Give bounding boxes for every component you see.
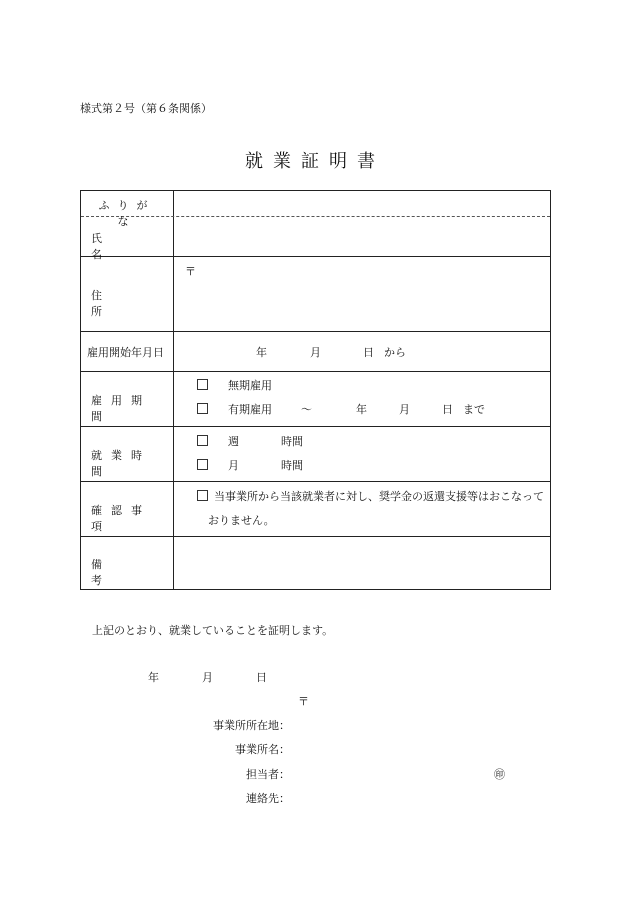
date-year: 年 bbox=[148, 671, 159, 684]
start-year: 年 bbox=[256, 346, 267, 359]
contact-label: 連絡先： bbox=[246, 792, 290, 805]
weekly-hours-checkbox[interactable] bbox=[197, 435, 208, 446]
row-divider bbox=[81, 481, 550, 482]
confirmation-checkbox[interactable] bbox=[197, 490, 208, 501]
weekly-hours-option[interactable] bbox=[197, 433, 239, 449]
confirmation-text-line2: おりません。 bbox=[208, 514, 275, 527]
indefinite-label: 無期雇用 bbox=[228, 379, 272, 392]
employment-period-label: 雇用期間 bbox=[91, 394, 151, 423]
period-suffix: まで bbox=[463, 403, 485, 416]
business-name-label: 事業所名： bbox=[235, 743, 290, 756]
indefinite-option[interactable] bbox=[197, 377, 272, 393]
business-address-label: 事業所所在地： bbox=[213, 719, 290, 732]
weekly-hours-unit: 時間 bbox=[281, 435, 303, 448]
date-day: 日 bbox=[256, 671, 267, 684]
certificate-table bbox=[80, 190, 551, 590]
name-label: 氏名 bbox=[91, 232, 154, 261]
address-label: 住所 bbox=[91, 289, 154, 318]
working-hours-label: 就業時間 bbox=[91, 449, 151, 478]
row-divider bbox=[81, 426, 550, 427]
monthly-hours-checkbox[interactable] bbox=[197, 459, 208, 470]
monthly-hours-option[interactable] bbox=[197, 457, 239, 473]
seal-mark: ㊞ bbox=[494, 768, 505, 781]
confirmation-label: 確認事項 bbox=[91, 504, 151, 533]
certification-statement: 上記のとおり、就業していることを証明します。 bbox=[92, 624, 334, 637]
monthly-hours-unit: 時間 bbox=[281, 459, 303, 472]
person-in-charge-label: 担当者： bbox=[246, 768, 290, 781]
document-title: 就業証明書 bbox=[245, 151, 385, 172]
start-month: 月 bbox=[310, 346, 321, 359]
fixed-term-option[interactable] bbox=[197, 401, 272, 417]
weekly-label: 週 bbox=[228, 435, 239, 448]
row-divider bbox=[81, 331, 550, 332]
company-postal-mark: 〒 bbox=[298, 695, 309, 708]
start-day: 日 bbox=[363, 346, 374, 359]
form-number: 様式第２号（第６条関係） bbox=[80, 102, 212, 115]
fixed-term-checkbox[interactable] bbox=[197, 403, 208, 414]
fixed-term-label: 有期雇用 bbox=[228, 403, 272, 416]
remarks-label: 備考 bbox=[91, 558, 154, 587]
period-day: 日 bbox=[442, 403, 453, 416]
row-divider bbox=[81, 371, 550, 372]
period-month: 月 bbox=[399, 403, 410, 416]
table-column-divider bbox=[173, 191, 174, 589]
period-tilde: 〜 bbox=[301, 403, 312, 416]
start-suffix: から bbox=[384, 346, 406, 359]
employment-start-label: 雇用開始年月日 bbox=[87, 346, 164, 359]
monthly-label: 月 bbox=[228, 459, 239, 472]
confirmation-text-line1: 当事業所から当該就業者に対し、奨学金の返還支援等はおこなって bbox=[214, 490, 544, 503]
period-year: 年 bbox=[356, 403, 367, 416]
furigana-label: ふりがな bbox=[98, 199, 156, 228]
row-divider bbox=[81, 536, 550, 537]
address-postal-mark: 〒 bbox=[185, 265, 196, 278]
indefinite-checkbox[interactable] bbox=[197, 379, 208, 390]
date-month: 月 bbox=[202, 671, 213, 684]
confirmation-option[interactable] bbox=[197, 488, 547, 504]
